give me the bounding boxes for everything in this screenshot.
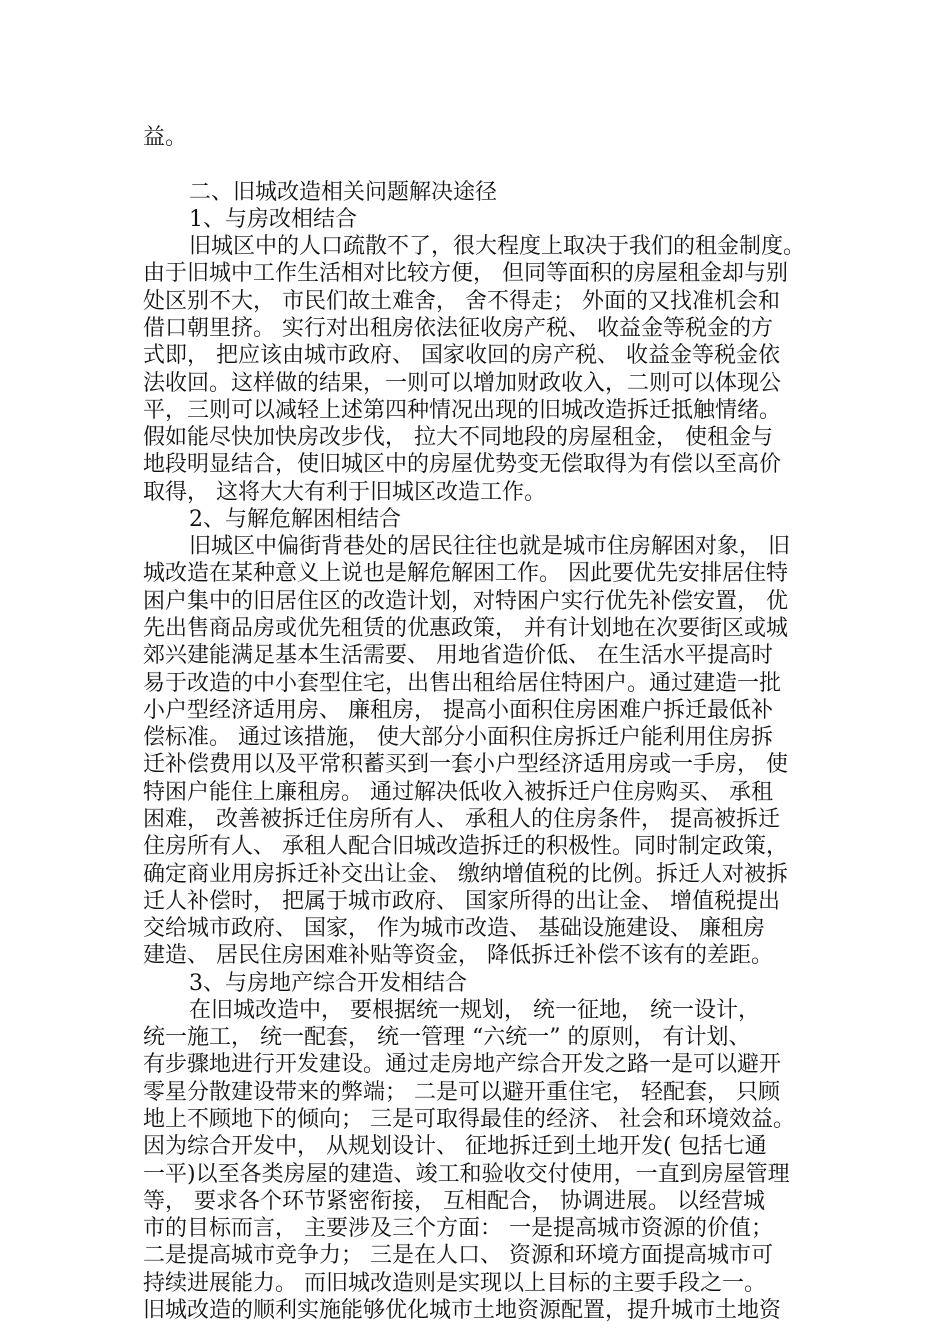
subsection-heading: 3、与房地产综合开发相结合 xyxy=(189,971,467,996)
paragraph-line: 二是提高城市竞争力； 三是在人口、 资源和环境方面提高城市可 xyxy=(143,1243,773,1268)
paragraph-line: 借口朝里挤。 实行对出租房依法征收房产税、 收益金等税金的方 xyxy=(143,316,773,341)
paragraph-line: 由于旧城中工作生活相对比较方便， 但同等面积的房屋租金却与别 xyxy=(143,261,788,286)
paragraph-line: 因为综合开发中， 从规划设计、 征地拆迁到土地开发( 包括七通 xyxy=(143,1134,767,1159)
paragraph-line: 益。 xyxy=(143,125,188,150)
paragraph-line: 郊兴建能满足基本生活需要、 用地省造价低、 在生活水平提高时 xyxy=(143,643,773,668)
paragraph-line: 偿标准。 通过该措施， 使大部分小面积住房拆迁户能利用住房拆 xyxy=(143,725,773,750)
paragraph-line: 特困户能住上廉租房。 通过解决低收入被拆迁户住房购买、 承租 xyxy=(143,780,773,805)
paragraph-line: 先出售商品房或优先租赁的优惠政策， 并有计划地在次要街区或城 xyxy=(143,616,788,641)
subsection-heading: 1、与房改相结合 xyxy=(189,207,357,232)
paragraph-line: 取得， 这将大大有利于旧城区改造工作。 xyxy=(143,480,546,505)
paragraph-line: 一平)以至各类房屋的建造、竣工和验收交付使用，一直到房屋管理 xyxy=(143,1162,790,1187)
paragraph-line: 有步骤地进行开发建设。通过走房地产综合开发之路一是可以避开 xyxy=(143,1052,782,1077)
paragraph-line: 住房所有人、 承租人配合旧城改造拆迁的积极性。同时制定政策， xyxy=(143,834,788,859)
paragraph-line: 地上不顾地下的倾向； 三是可取得最佳的经济、 社会和环境效益。 xyxy=(143,1107,795,1132)
paragraph-line: 易于改造的中小套型住宅，出售出租给居住特困户。通过建造一批 xyxy=(143,671,782,696)
paragraph-line: 法收回。这样做的结果，一则可以增加财政收入，二则可以体现公 xyxy=(143,371,782,396)
paragraph-line: 小户型经济适用房、 廉租房， 提高小面积住房困难户拆迁最低补 xyxy=(143,698,773,723)
paragraph-line: 持续进展能力。 而旧城改造则是实现以上目标的主要手段之一。 xyxy=(143,1271,766,1296)
paragraph-line: 零星分散建设带来的弊端； 二是可以避开重住宅， 轻配套， 只顾 xyxy=(143,1080,780,1105)
subsection-heading: 2、与解危解困相结合 xyxy=(189,507,401,532)
paragraph-line: 迁补偿费用以及平常积蓄买到一套小户型经济适用房或一手房， 使 xyxy=(143,752,788,777)
paragraph-line: 困难， 改善被拆迁住房所有人、 承租人的住房条件， 提高被拆迁 xyxy=(143,807,780,832)
paragraph-line: 旧城区中的人口疏散不了，很大程度上取决于我们的租金制度。 xyxy=(189,234,806,259)
paragraph-line: 困户集中的旧居住区的改造计划，对特困户实行优先补偿安置， 优 xyxy=(143,589,788,614)
paragraph-line: 旧城改造的顺利实施能够优化城市土地资源配置，提升城市土地资 xyxy=(143,1298,782,1323)
paragraph-line: 等， 要求各个环节紧密衔接， 互相配合， 协调进展。 以经营城 xyxy=(143,1189,765,1214)
paragraph-line: 在旧城改造中， 要根据统一规划， 统一征地， 统一设计， xyxy=(189,998,760,1023)
paragraph-line: 建造、 居民住房困难补贴等资金， 降低拆迁补偿不该有的差距。 xyxy=(143,943,773,968)
paragraph-line: 式即， 把应该由城市政府、 国家收回的房产税、 收益金等税金依 xyxy=(143,343,780,368)
paragraph-line: 假如能尽快加快房改步伐， 拉大不同地段的房屋租金， 使租金与 xyxy=(143,425,773,450)
section-heading: 二、旧城改造相关问题解决途径 xyxy=(189,180,498,205)
paragraph-line: 统一施工， 统一配套， 统一管理 “六统一” 的原则， 有计划、 xyxy=(143,1025,751,1050)
paragraph-line: 旧城区中偏街背巷处的居民往往也就是城市住房解困对象， 旧 xyxy=(189,534,790,559)
paragraph-line: 处区别不大， 市民们故土难舍， 舍不得走； 外面的又找准机会和 xyxy=(143,289,780,314)
paragraph-line: 市的目标而言， 主要涉及三个方面： 一是提高城市资源的价值； xyxy=(143,1216,773,1241)
paragraph-line: 平，三则可以减轻上述第四种情况出现的旧城改造拆迁抵触情绪。 xyxy=(143,398,782,423)
paragraph-line: 地段明显结合，使旧城区中的房屋优势变无偿取得为有偿以至高价 xyxy=(143,452,782,477)
paragraph-line: 迁人补偿时， 把属于城市政府、 国家所得的出让金、 增值税提出 xyxy=(143,889,780,914)
paragraph-line: 交给城市政府、 国家， 作为城市改造、 基础设施建设、 廉租房 xyxy=(143,916,765,941)
paragraph-line: 城改造在某种意义上说也是解危解困工作。 因此要优先安排居住特 xyxy=(143,561,788,586)
paragraph-line: 确定商业用房拆迁补交出让金、 缴纳增值税的比例。拆迁人对被拆 xyxy=(143,862,788,887)
